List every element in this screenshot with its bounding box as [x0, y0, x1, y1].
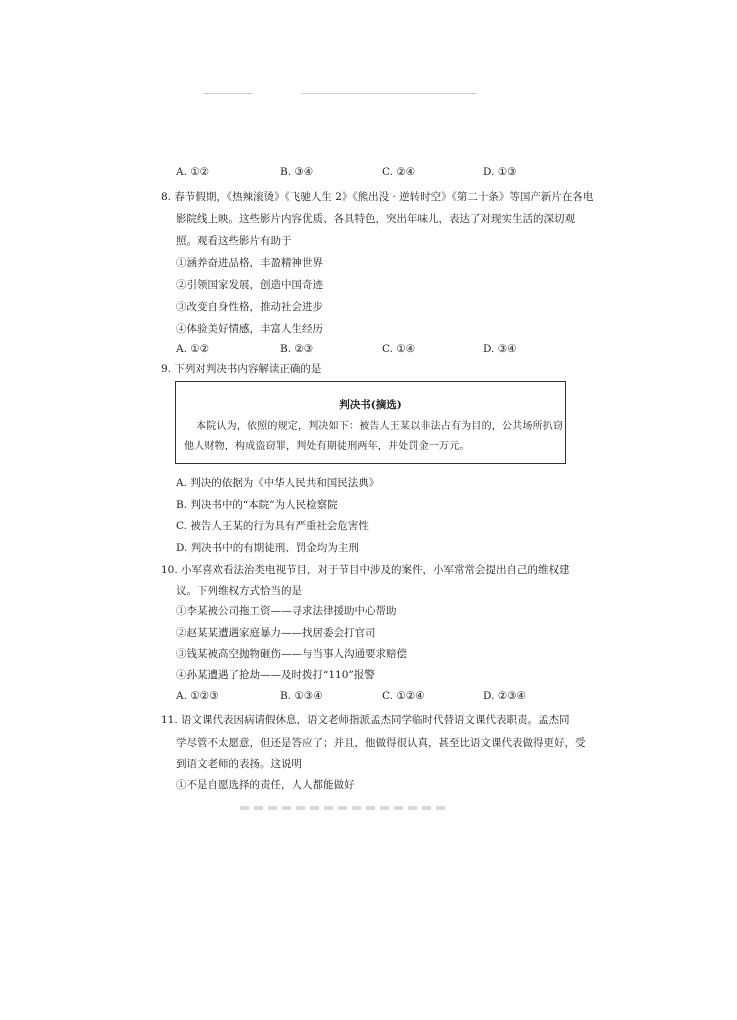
statement-item: ④体验美好情感，丰富人生经历 — [176, 323, 323, 335]
option-b[interactable]: B. ③④ — [280, 166, 314, 178]
statement-item: ③改变自身性格，推动社会进步 — [176, 301, 323, 313]
statement-item: ④孙某遭遇了抢劫——及时拨打“110”报警 — [176, 669, 375, 681]
question-stem: 议。下列维权方式恰当的是 — [176, 585, 302, 597]
option-c[interactable]: C. ②④ — [382, 166, 416, 178]
question-stem: 8. 春节假期，《热辣滚烫》《飞驰人生 2》《熊出没 · 逆转时空》《第二十条》等国产新片在各电 — [161, 191, 594, 203]
question-stem: 学尽管不太愿意，但还是答应了；并且，他做得很认真，甚至比语文课代表做得更好，受 — [176, 737, 586, 749]
statement-item: ③钱某被高空抛物砸伤——与当事人沟通要求赔偿 — [176, 648, 407, 660]
statement-item: ②赵某某遭遇家庭暴力——找居委会打官司 — [176, 627, 376, 639]
option-c[interactable]: C. ①④ — [382, 343, 416, 355]
statement-item: ①涵养奋进品格，丰盈精神世界 — [176, 257, 323, 269]
option-a[interactable]: A. 判决的依据为《中华人民共和国民法典》 — [176, 477, 380, 489]
option-b[interactable]: B. 判决书中的“本院”为人民检察院 — [176, 499, 338, 511]
option-b[interactable]: B. ②③ — [280, 343, 314, 355]
question-stem: 10. 小军喜欢看法治类电视节目，对于节目中涉及的案件，小军常常会提出自己的维权建 — [161, 564, 570, 576]
option-d[interactable]: D. 判决书中的有期徒刑、罚金均为主刑 — [176, 542, 359, 554]
option-d[interactable]: D. ③④ — [483, 343, 517, 355]
option-c[interactable]: C. ①②④ — [382, 690, 425, 702]
excerpt-text: 他人财物，构成盗窃罪，判处有期徒刑两年，并处罚金一万元。 — [184, 441, 470, 452]
statement-item: ①不是自愿选择的责任，人人都能做好 — [176, 779, 355, 791]
statement-item: ②引领国家发展，创造中国奇迹 — [176, 279, 323, 291]
excerpt-text: 本院认为，依照的规定，判决如下：被告人王某以非法占有为目的，公共场所扒窃 — [196, 421, 564, 432]
excerpt-title: 判决书(摘选) — [339, 399, 402, 411]
option-d[interactable]: D. ②③④ — [483, 690, 526, 702]
page-footer-faint — [240, 806, 450, 810]
statement-item: ①李某被公司拖工资——寻求法律援助中心帮助 — [176, 605, 397, 617]
option-a[interactable]: A. ①②③ — [176, 690, 219, 702]
question-stem: 到语文老师的表扬。这说明 — [176, 758, 302, 770]
scan-artifact — [203, 93, 253, 94]
scan-artifact — [302, 93, 477, 94]
question-stem: 影院线上映。这些影片内容优质、各具特色，突出年味儿，表达了对现实生活的深切观 — [176, 213, 575, 225]
option-a[interactable]: A. ①② — [176, 166, 210, 178]
question-stem: 照。观看这些影片有助于 — [176, 235, 292, 247]
judgment-excerpt-box — [175, 381, 566, 464]
option-a[interactable]: A. ①② — [176, 343, 210, 355]
option-c[interactable]: C. 被告人王某的行为具有严重社会危害性 — [176, 520, 369, 532]
question-stem: 11. 语文课代表因病请假休息，语文老师指派孟杰同学临时代替语文课代表职责。孟杰同 — [161, 714, 570, 726]
option-b[interactable]: B. ①③④ — [280, 690, 323, 702]
question-stem: 9. 下列对判决书内容解读正确的是 — [161, 363, 322, 375]
option-d[interactable]: D. ①③ — [483, 166, 517, 178]
